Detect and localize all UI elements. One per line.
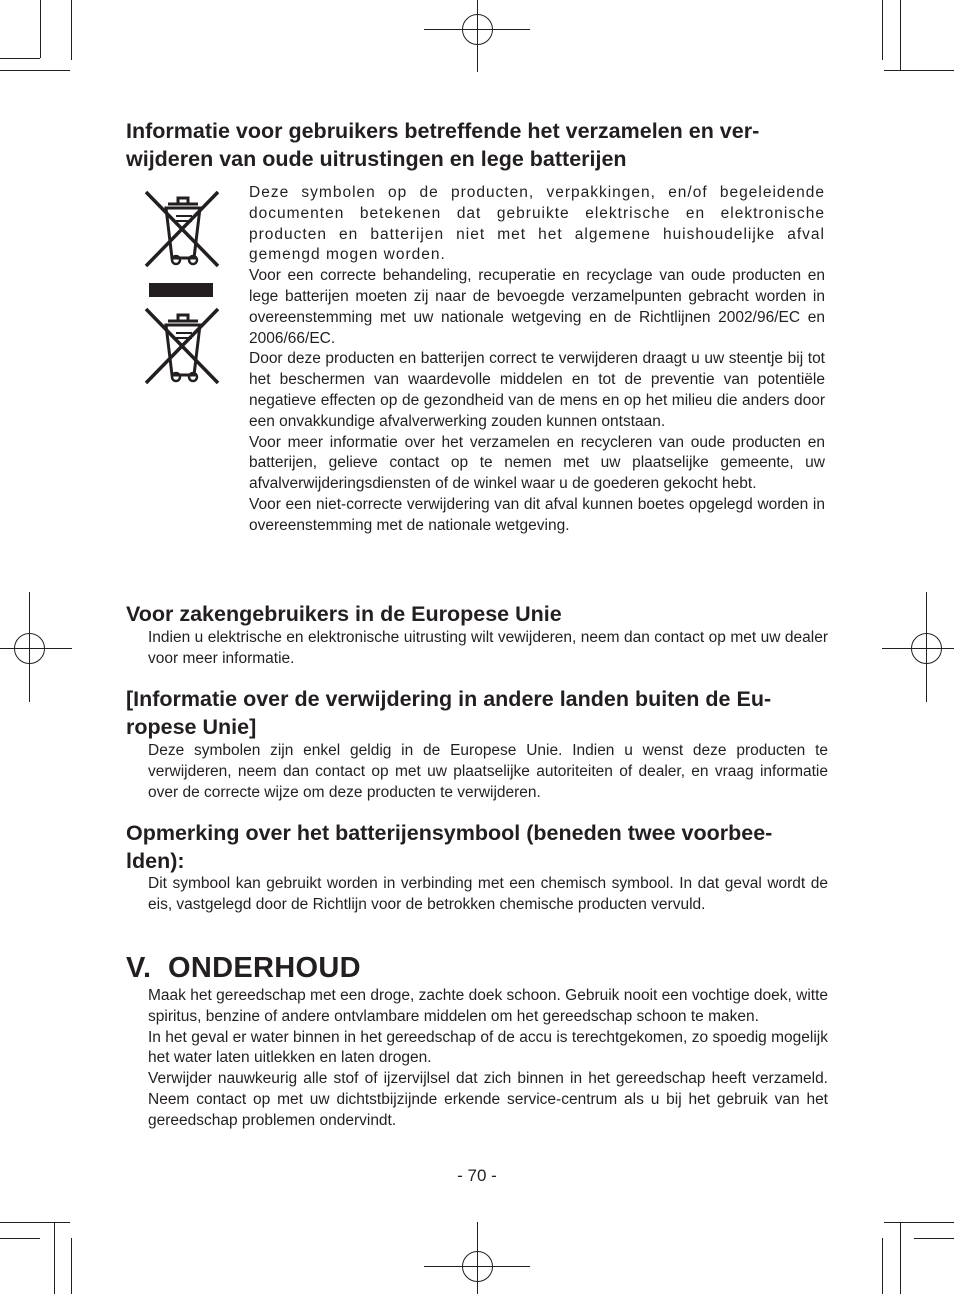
paragraph: Door deze producten en batterijen correct te verwijderen draagt u uw steentje bij tot het beschermen van waardevolle middelen en tot de preventie van potentiële negatieve effecten op de gezondheid van de mens en op het milieu die anders door een onvakkundige afvalverwerking zouden kunnen ontstaan. bbox=[249, 350, 825, 430]
section-title-line: Informatie voor gebruikers betreffende het verzamelen en ver- bbox=[126, 119, 760, 143]
section-title-line: lden): bbox=[126, 849, 185, 873]
section3-body bbox=[148, 741, 828, 803]
paragraph: In het geval er water binnen in het gereedschap of de accu is terechtgekomen, zo spoedig mogelijk het water laten uitlekken en laten drogen. bbox=[148, 1028, 828, 1067]
section-title-line: [Informatie over de verwijdering in andere landen buiten de Eu- bbox=[126, 687, 772, 711]
section-title-outside-eu bbox=[126, 685, 826, 741]
section-title-line: Opmerking over het batterijensymbool (beneden twee voorbee- bbox=[126, 821, 773, 845]
section2-body bbox=[148, 628, 828, 670]
paragraph: Deze symbolen zijn enkel geldig in de Europese Unie. Indien u wenst deze producten te verwijderen, neem dan contact op met uw plaatselijke autoriteiten of dealer, en vraag informatie over de correcte wijze om deze producten te verwijderen. bbox=[148, 742, 828, 801]
page-number: - 70 - bbox=[457, 1166, 497, 1185]
section1-body bbox=[249, 183, 825, 537]
paragraph: Indien u elektrische en elektronische uitrusting wilt vewijderen, neem dan contact op met uw dealer voor meer informatie. bbox=[148, 629, 828, 667]
section4-body bbox=[148, 874, 828, 916]
crossed-out-wheelie-bin-icon bbox=[140, 186, 224, 275]
paragraph: Deze symbolen op de producten, verpakkingen, en/of begeleidende documenten betekenen dat gebruikte elektrische en elektronische producten en batterijen niet met het algemene huishoudelijke afval gemengd mogen worden. bbox=[249, 184, 825, 264]
section-title-business-users: Voor zakengebruikers in de Europese Unie bbox=[126, 602, 562, 626]
paragraph: Voor een correcte behandeling, recuperatie en recyclage van oude producten en lege batterijen moeten zij naar de bevoegde verzamelpunten gebracht worden in overeenstemming met uw nationale wetgeving en de Richtlijnen 2002/96/EC en 2006/66/EC. bbox=[249, 267, 825, 347]
chapter-title-maintenance: V. ONDERHOUD bbox=[126, 952, 361, 984]
section-title-collection-disposal bbox=[126, 117, 826, 173]
section-title-line: ropese Unie] bbox=[126, 715, 257, 739]
crossed-out-wheelie-bin-with-bar-icon bbox=[140, 303, 224, 392]
battery-bar bbox=[149, 283, 213, 297]
paragraph: Dit symbool kan gebruikt worden in verbinding met een chemisch symbool. In dat geval wordt de eis, vastgelegd door de Richtlijn voor de betrokken chemische producten vervuld. bbox=[148, 875, 828, 913]
maintenance-body bbox=[148, 986, 828, 1132]
paragraph: Verwijder nauwkeurig alle stof of ijzervijlsel dat zich binnen in het gereedschap heeft verzameld. Neem contact op met uw dichtstbijzijnde erkende service-centrum als u bij het gebruik van het gereedschap problemen ondervindt. bbox=[148, 1070, 828, 1129]
section-title-line: wijderen van oude uitrustingen en lege batterijen bbox=[126, 147, 627, 171]
paragraph: Voor een niet-correcte verwijdering van dit afval kunnen boetes opgelegd worden in overeenstemming met de nationale wetgeving. bbox=[249, 495, 825, 534]
paragraph: Voor meer informatie over het verzamelen en recycleren van oude producten en batterijen, gelieve contact op te nemen met uw plaatselijke gemeente, uw afvalverwijderingsdiensten of de winkel waar u de goederen gekocht hebt. bbox=[249, 433, 825, 493]
section-title-battery-symbol bbox=[126, 819, 826, 875]
paragraph: Maak het gereedschap met een droge, zachte doek schoon. Gebruik nooit een vochtige doek, witte spiritus, benzine of andere ontvlambare middelen om het gereedschap schoon te maken. bbox=[148, 987, 828, 1025]
